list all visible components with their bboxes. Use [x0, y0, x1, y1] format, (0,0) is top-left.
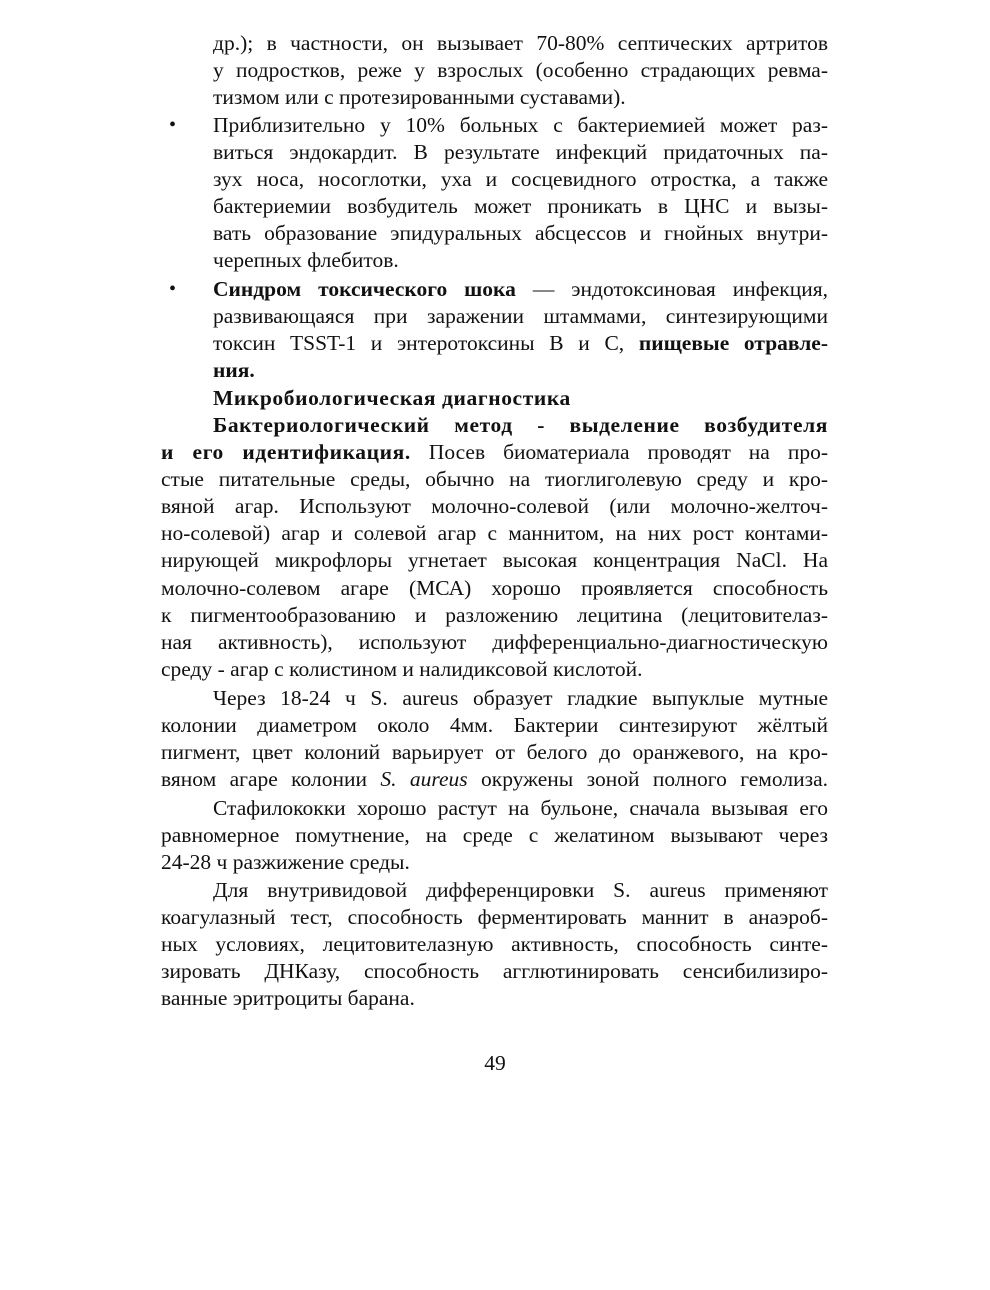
text-line: черепных флебитов. [213, 248, 399, 273]
text-line: стые питательные среды, обычно на тиоглиголевую среду и кро- [161, 467, 828, 492]
text-line: ванные эритроциты барана. [161, 986, 415, 1011]
text-line: молочно-солевом агаре (МСА) хорошо проявляется способность [161, 575, 828, 600]
text-fragment: вяном агаре колонии [161, 767, 381, 792]
text-fragment: токсин TSST-1 и энтеротоксины В и С, [213, 331, 639, 356]
text-line: пигмент, цвет колоний варьирует от белого до оранжевого, на кро- [161, 740, 828, 765]
term-food-poisoning: пищевые отравле- [638, 331, 828, 356]
method-heading-continued: и его идентификация. [161, 440, 411, 465]
text-line: но-солевой) агар и солевой агар с маннитом, на них рост контами- [161, 521, 828, 546]
bullet-marker: • [169, 114, 177, 136]
term-toxic-shock: Синдром токсического шока [213, 277, 516, 301]
text-line: коагулазный тест, способность ферментировать маннит в анаэроб- [161, 905, 828, 930]
text-line [161, 439, 828, 466]
differentiation-paragraph [161, 877, 828, 1012]
text-line: колонии диаметром около 4мм. Бактерии синтезируют жёлтый [161, 713, 828, 738]
text-line: к пигментообразованию и разложению лецитина (лецитовителаз- [161, 602, 828, 627]
species-name: S. aureus [380, 767, 468, 792]
text-line: ния. [213, 358, 255, 383]
section-heading-block [161, 385, 828, 412]
bullet-item-toxic-shock [161, 276, 828, 384]
text-line: др.); в частности, он вызывает 70-80% септических артритов [213, 31, 828, 55]
method-paragraph [161, 412, 828, 683]
text-line [161, 766, 828, 793]
text-line: равномерное помутнение, на среде с желатином вызывают через [161, 823, 828, 848]
section-heading: Микробиологическая диагностика [213, 386, 571, 410]
bullet-marker: • [169, 278, 177, 300]
bullet-item-endocarditis [161, 112, 828, 275]
text-line: Приблизительно у 10% больных с бактериемией может раз- [213, 113, 828, 137]
text-fragment: Посев биоматериала проводят на про- [410, 440, 828, 465]
colonies-paragraph [161, 685, 828, 793]
intro-paragraph [161, 30, 828, 111]
text-line: ных условиях, лецитовителазную активность, способность синте- [161, 932, 828, 957]
text-line [213, 276, 828, 303]
text-line: развивающаяся при заражении штаммами, синтезирующими [213, 304, 828, 329]
text-line: виться эндокардит. В результате инфекций придаточных па- [213, 140, 828, 165]
text-line: 24-28 ч разжижение среды. [161, 850, 410, 875]
page-number: 49 [484, 1051, 506, 1075]
text-line: вать образование эпидуральных абсцессов и гнойных внутри- [213, 221, 828, 246]
text-line: зух носа, носоглотки, уха и сосцевидного отростка, а также [213, 167, 828, 192]
text-line: вяной агар. Используют молочно-солевой (или молочно-желточ- [161, 494, 828, 519]
text-line [213, 330, 828, 357]
text-line: у подростков, реже у взрослых (особенно страдающих ревма- [213, 58, 828, 83]
broth-paragraph [161, 795, 828, 876]
text-line: тизмом или с протезированными суставами). [213, 85, 626, 110]
method-heading: Бактериологический метод - выделение возбудителя [213, 413, 828, 437]
text-line: Через 18-24 ч S. aureus образует гладкие выпуклые мутные [213, 686, 828, 710]
text-line: ная активность), используют дифференциально-диагностическую [161, 629, 828, 654]
text-fragment: — эндотоксиновая инфекция, [515, 277, 828, 301]
text-line: Стафилококки хорошо растут на бульоне, сначала вызывая его [213, 796, 828, 820]
text-line: Для внутривидовой дифференцировки S. aureus применяют [213, 878, 828, 902]
text-fragment: окружены зоной полного гемолиза. [467, 767, 828, 792]
text-line: бактериемии возбудитель может проникать в ЦНС и вызы- [213, 194, 828, 219]
text-line: нирующей микрофлоры угнетает высокая концентрация NaCl. На [161, 548, 828, 573]
text-line: зировать ДНКазу, способность агглютинировать сенсибилизиро- [161, 959, 828, 984]
text-line: среду - агар с колистином и налидиксовой кислотой. [161, 656, 643, 681]
